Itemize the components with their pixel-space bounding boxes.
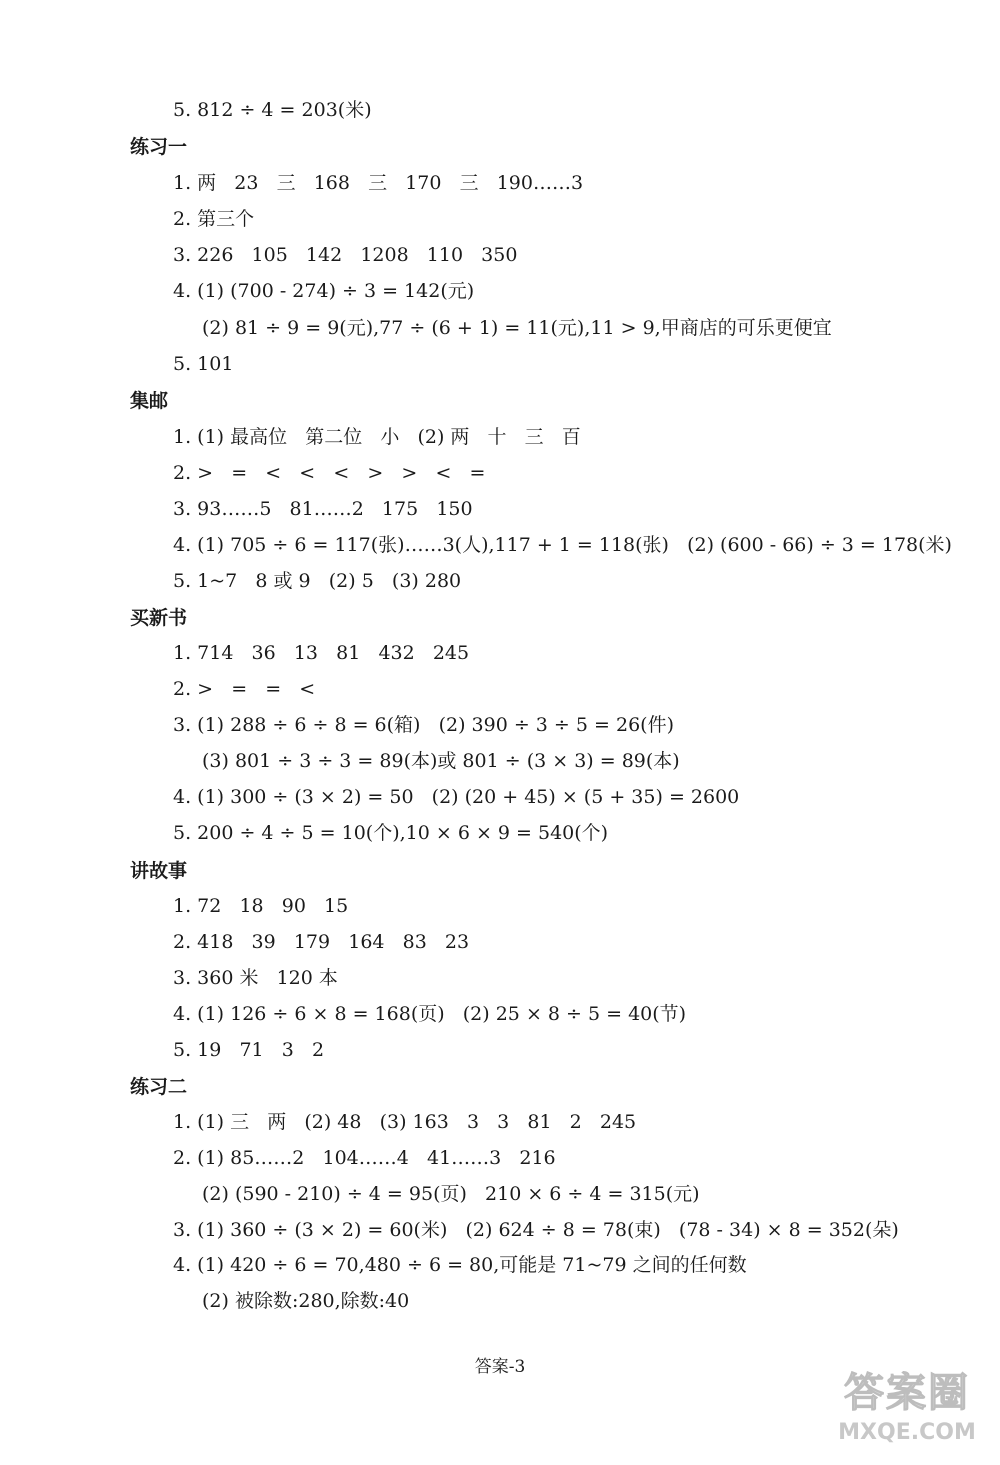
answer-line: 5. 200 ÷ 4 ÷ 5 = 10(个),10 × 6 × 9 = 540(个) xyxy=(173,822,609,844)
section-heading-stamp-collecting: 集邮 xyxy=(130,390,169,412)
answer-line: 5. 19 71 3 2 xyxy=(173,1039,325,1061)
answer-line: 5. 812 ÷ 4 = 203(米) xyxy=(173,99,372,121)
page-number: 答案-3 xyxy=(474,1357,526,1377)
answer-line: (2) 被除数:280,除数:40 xyxy=(202,1290,410,1312)
answer-line: (2) (590 - 210) ÷ 4 = 95(页) 210 × 6 ÷ 4 = 315(元) xyxy=(202,1183,700,1205)
answer-line: 4. (1) 300 ÷ (3 × 2) = 50 (2) (20 + 45) × (5 + 35) = 2600 xyxy=(173,786,740,808)
answer-line: 3. 360 米 120 本 xyxy=(173,967,338,989)
answer-line: 1. (1) 最高位 第二位 小 (2) 两 十 三 百 xyxy=(173,426,581,448)
answer-line: 1. 两 23 三 168 三 170 三 190……3 xyxy=(173,172,584,194)
watermark-logo xyxy=(822,1367,992,1457)
answer-line: 2. 418 39 179 164 83 23 xyxy=(173,931,470,953)
watermark-title: 答案圈 xyxy=(844,1370,970,1416)
section-heading-storytelling: 讲故事 xyxy=(130,860,188,882)
section-heading-exercise-2: 练习二 xyxy=(130,1076,188,1098)
section-heading-buy-books: 买新书 xyxy=(130,607,188,629)
answer-line: 5. 1~7 8 或 9 (2) 5 (3) 280 xyxy=(173,570,462,592)
answer-line: 3. 226 105 142 1208 110 350 xyxy=(173,244,518,266)
section-heading-exercise-1: 练习一 xyxy=(130,136,188,158)
answer-line: 3. 93……5 81……2 175 150 xyxy=(173,498,473,520)
answer-line: 4. (1) (700 - 274) ÷ 3 = 142(元) xyxy=(173,280,475,302)
answer-line: 1. 72 18 90 15 xyxy=(173,895,349,917)
watermark-url: MXQE.COM xyxy=(838,1420,976,1445)
answer-line: (3) 801 ÷ 3 ÷ 3 = 89(本)或 801 ÷ (3 × 3) = 89(本) xyxy=(202,750,680,772)
answer-line: 4. (1) 126 ÷ 6 × 8 = 168(页) (2) 25 × 8 ÷ 5 = 40(节) xyxy=(173,1003,687,1025)
answer-line: 1. 714 36 13 81 432 245 xyxy=(173,642,470,664)
answer-line: 2. 第三个 xyxy=(173,208,255,230)
answer-line: 2. (1) 85……2 104……4 41……3 216 xyxy=(173,1147,556,1169)
answer-line: 4. (1) 420 ÷ 6 = 70,480 ÷ 6 = 80,可能是 71~79 之间的任何数 xyxy=(173,1254,747,1276)
answer-line: 4. (1) 705 ÷ 6 = 117(张)……3(人),117 + 1 = 118(张) (2) (600 - 66) ÷ 3 = 178(米) xyxy=(173,534,952,556)
answer-line: 3. (1) 288 ÷ 6 ÷ 8 = 6(箱) (2) 390 ÷ 3 ÷ 5 = 26(件) xyxy=(173,714,674,736)
answer-line: 3. (1) 360 ÷ (3 × 2) = 60(米) (2) 624 ÷ 8 = 78(束) (78 - 34) × 8 = 352(朵) xyxy=(173,1219,899,1241)
answer-line: 2. > = = < xyxy=(173,678,316,700)
answer-line: (2) 81 ÷ 9 = 9(元),77 ÷ (6 + 1) = 11(元),11 > 9,甲商店的可乐更便宜 xyxy=(202,317,832,339)
answer-line: 2. > = < < < > > < = xyxy=(173,462,486,484)
answer-line: 1. (1) 三 两 (2) 48 (3) 163 3 3 81 2 245 xyxy=(173,1111,637,1133)
answer-line: 5. 101 xyxy=(173,353,234,375)
